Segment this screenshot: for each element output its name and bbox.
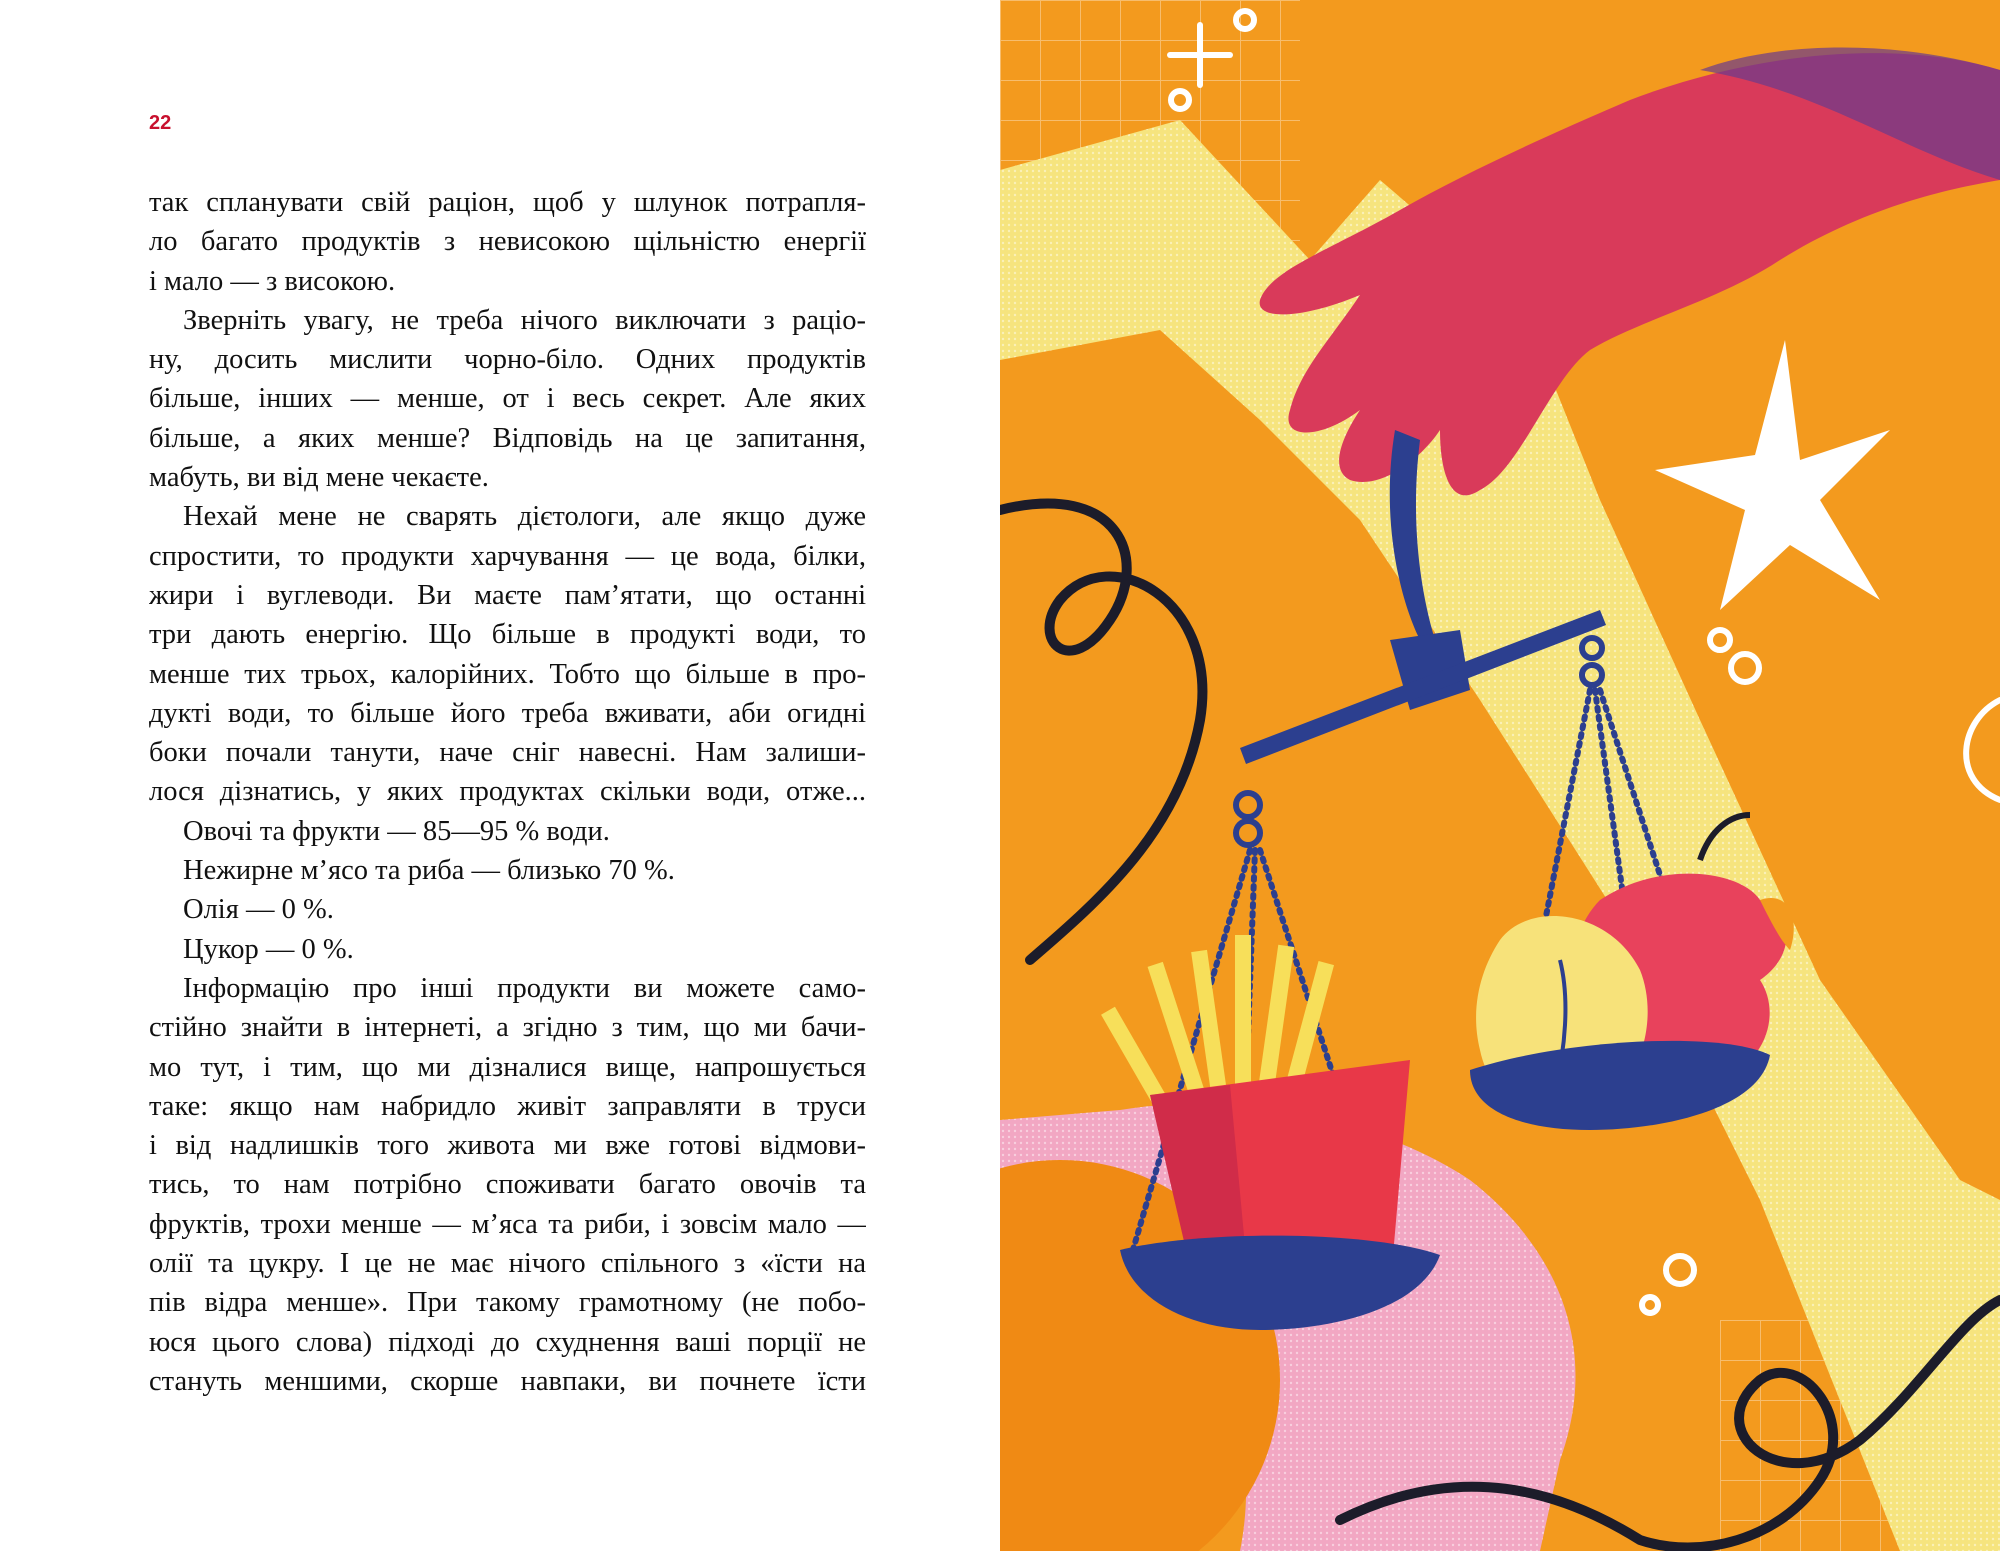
text-line: Нехай мене не сварять дієтологи, але якщо дуже	[183, 501, 866, 533]
text-line: фруктів, трохи менше — м’яса та риби, і зовсім мало —	[149, 1208, 866, 1240]
text-line: більше, інших — менше, от і весь секрет. Але яких	[149, 383, 866, 415]
text-line: мо тут, і тим, що ми дізналися вище, напрошується	[149, 1051, 866, 1083]
text-line: мабуть, ви від мене чекаєте.	[149, 462, 489, 494]
text-line: дукті води, то більше його треба вживати, аби огидні	[149, 697, 866, 729]
text-line: більше, а яких менше? Відповідь на це запитання,	[149, 422, 866, 454]
text-line: боки почали танути, наче сніг навесні. Нам залиши-	[149, 737, 866, 769]
text-line: менше тих трьох, калорійних. Тобто що більше в про-	[149, 658, 866, 690]
text-line: олії та цукру. І це не має нічого спільного з «їсти на	[149, 1248, 866, 1280]
text-line: стійно знайти в інтернеті, а згідно з тим, що ми бачи-	[149, 1012, 866, 1044]
illustration-page	[1000, 0, 2000, 1551]
text-line: стануть меншими, скорше навпаки, ви почнете їсти	[149, 1365, 866, 1397]
text-line: ло багато продуктів з невисокою щільністю енергії	[149, 226, 866, 258]
text-line: пів відра менше». При такому грамотному (не побо-	[149, 1287, 866, 1319]
text-line: лося дізнатись, у яких продуктах скільки води, отже...	[149, 776, 866, 808]
body-text	[149, 183, 866, 1401]
text-line: три дають енергію. Що більше в продукті води, то	[149, 619, 866, 651]
scale-illustration	[1000, 0, 2000, 1551]
text-line: ну, досить мислити чорно-біло. Одних продуктів	[149, 344, 866, 376]
text-line: тись, то нам потрібно споживати багато овочів та	[149, 1169, 866, 1201]
text-line: спростити, то продукти харчування — це вода, білки,	[149, 540, 866, 572]
text-line: і мало — з високою.	[149, 265, 396, 297]
text-line: Нежирне м’ясо та риба — близько 70 %.	[183, 855, 675, 887]
text-line: Овочі та фрукти — 85—95 % води.	[183, 815, 610, 847]
text-line: юся цього слова) підході до схуднення ваші порції не	[149, 1326, 866, 1358]
text-line: таке: якщо нам набридло живіт заправляти в труси	[149, 1090, 866, 1122]
text-line: і від надлишків того живота ми вже готові відмови-	[149, 1130, 866, 1162]
text-line: Зверніть увагу, не треба нічого виключати з раціо-	[183, 304, 866, 336]
text-line: жири і вуглеводи. Ви маєте пам’ятати, що останні	[149, 579, 866, 611]
page-number: 22	[149, 112, 172, 134]
text-line: Цукор — 0 %.	[183, 933, 354, 965]
text-line: так спланувати свій раціон, щоб у шлунок потрапля-	[149, 187, 866, 218]
text-line: Інформацію про інші продукти ви можете само-	[183, 972, 866, 1004]
text-line: Олія — 0 %.	[183, 894, 334, 926]
